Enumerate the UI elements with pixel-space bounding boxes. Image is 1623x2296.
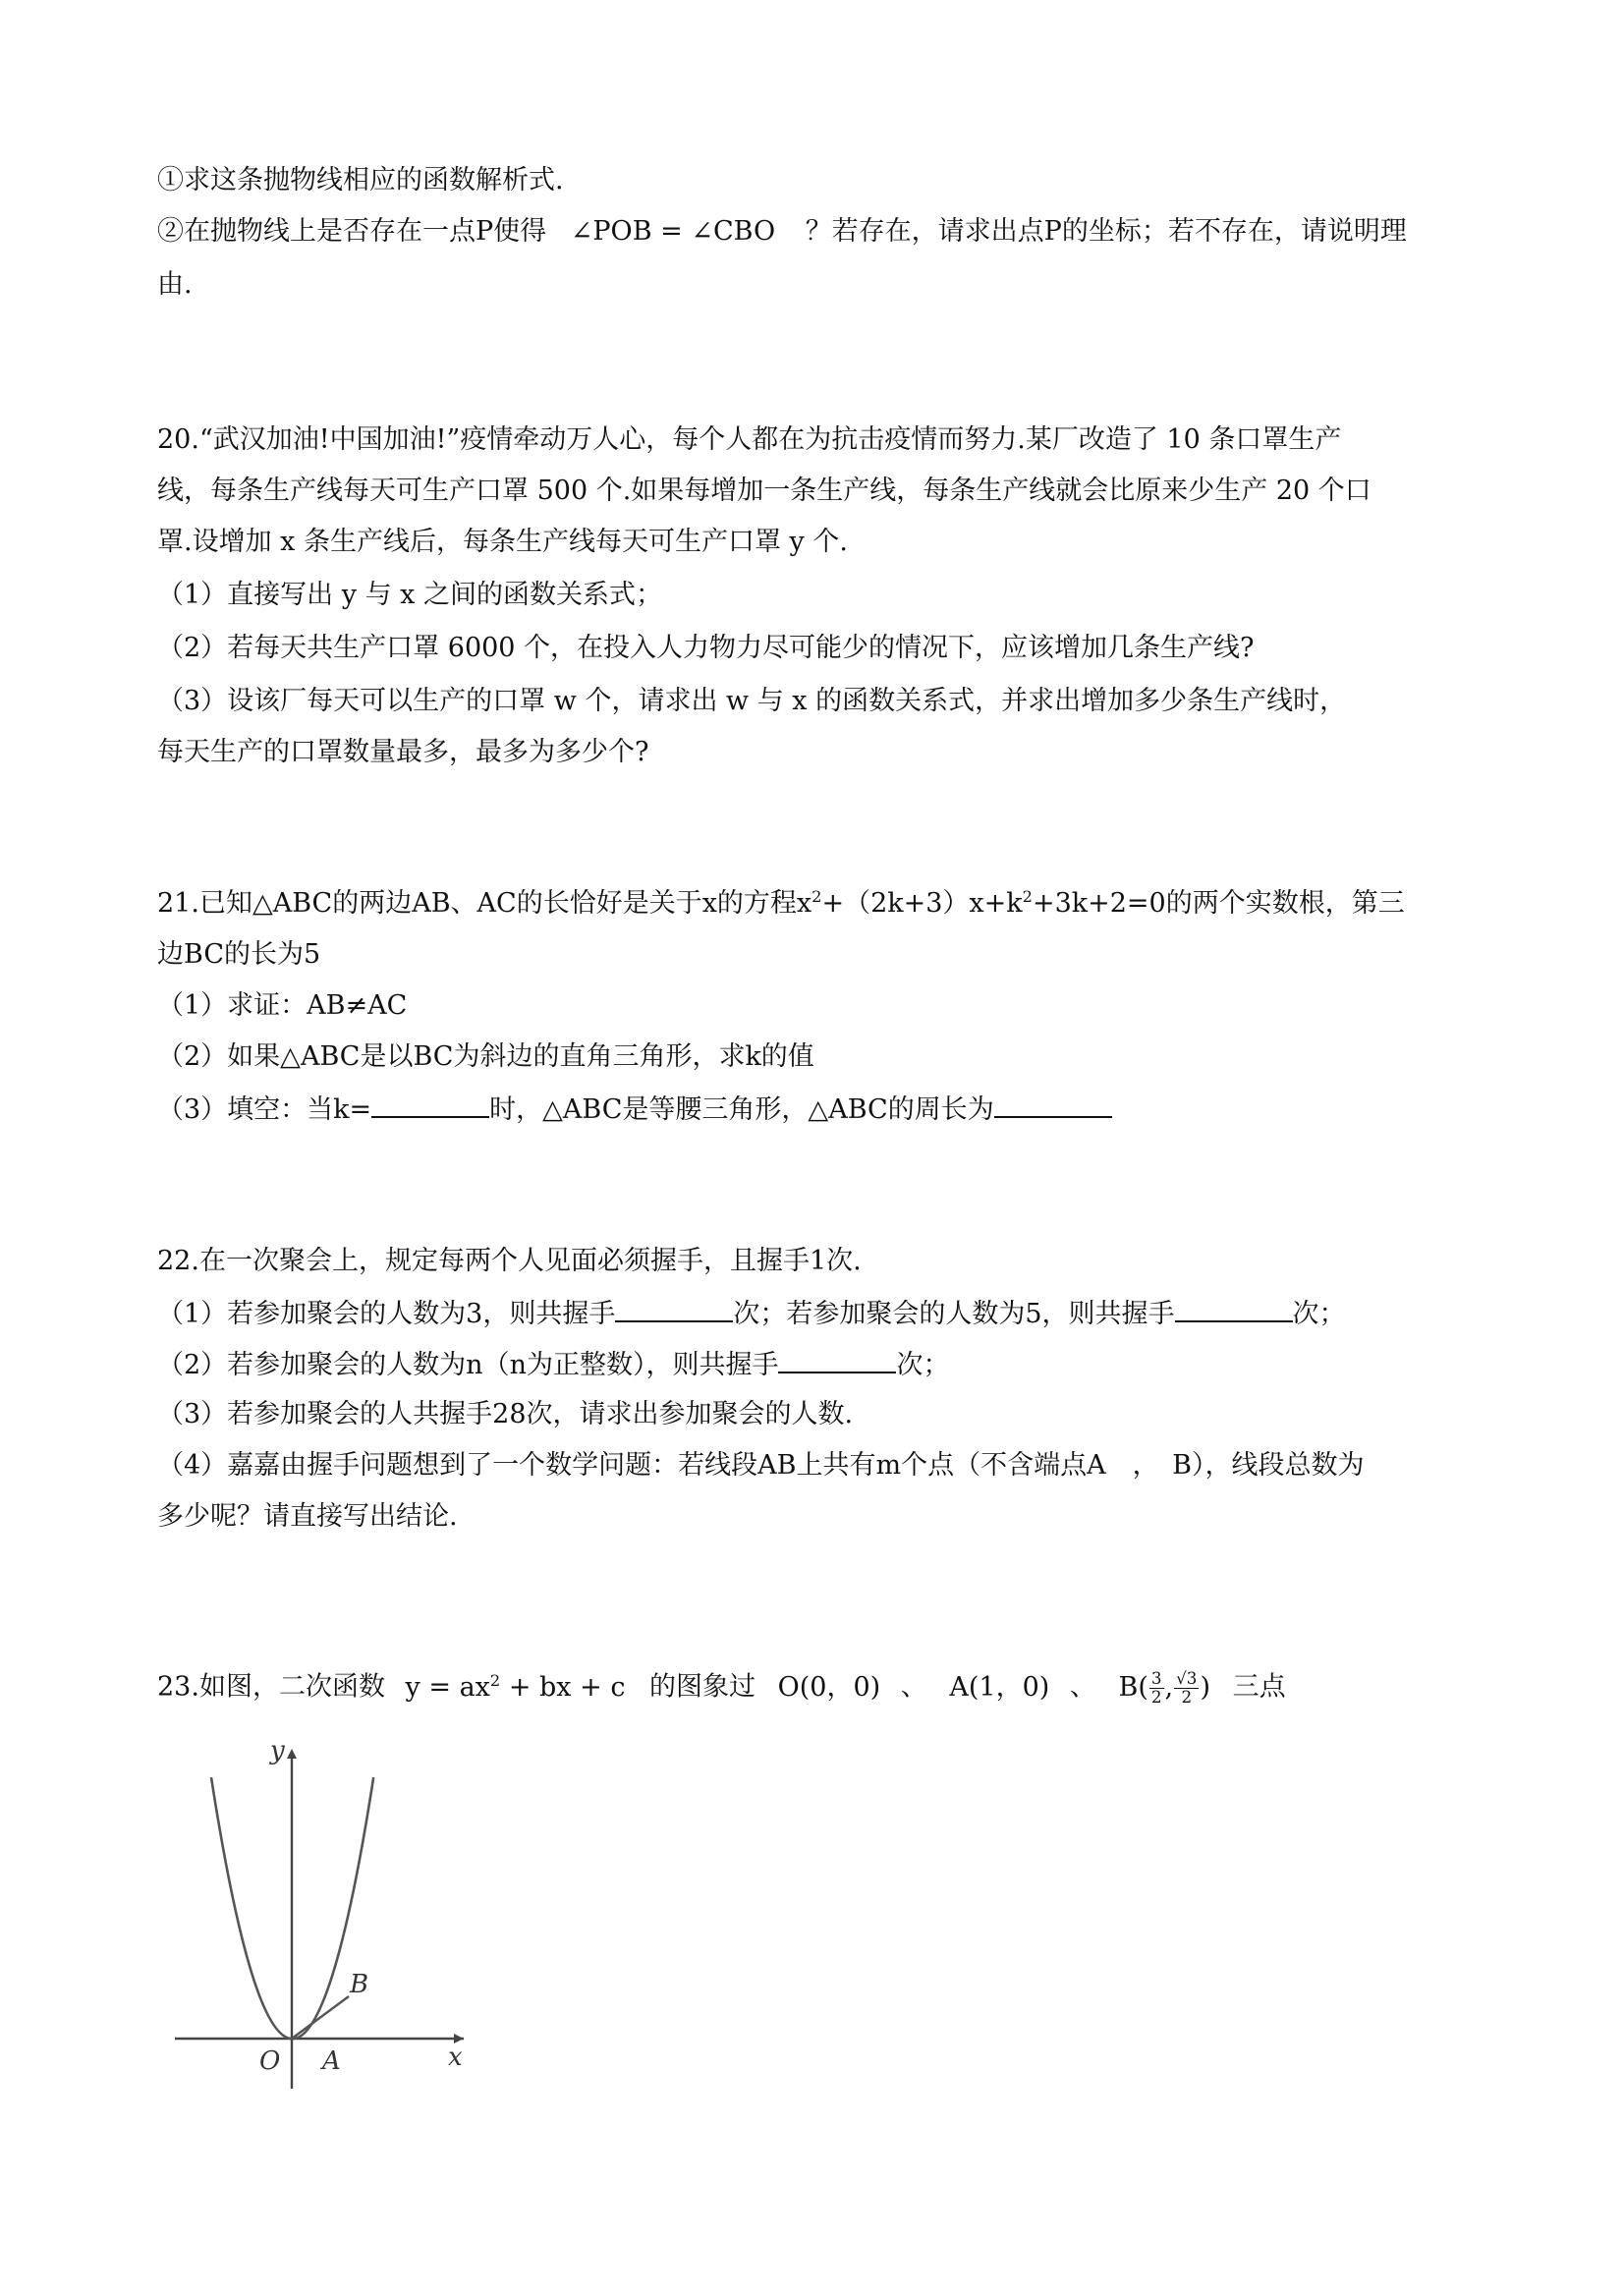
answer-blank[interactable] (994, 1092, 1112, 1118)
fraction-root3-halves (1174, 1670, 1199, 1706)
q23-line1 (157, 1670, 1286, 1706)
q23-text-c: 三点 (1232, 1671, 1286, 1703)
label-o: O (259, 2046, 281, 2076)
q21-sub3 (157, 1092, 1112, 1126)
q19-part2-cont: 由. (157, 269, 193, 300)
fraction-denominator: 2 (1150, 1686, 1162, 1707)
q20-sub2: （2）若每天共生产口罩 6000 个，在投入人力物力尽可能少的情况下，应该增加几条生产线? (157, 633, 1255, 663)
q23-sep1: 、 (900, 1671, 927, 1703)
segment-ob (292, 1996, 349, 2039)
y-axis-arrow-icon (287, 1749, 297, 1759)
q21-line1 (157, 888, 1405, 920)
q22-sub4-line1: （4）嘉嘉由握手问题想到了一个数学问题：若线段AB上共有m个点（不含端点A ， B），线段总数为 (157, 1450, 1365, 1481)
answer-blank[interactable] (371, 1092, 489, 1118)
q21-line1-c: +3k+2=0的两个实数根，第三 (1032, 888, 1405, 919)
q23-point-a: A(1，0) (949, 1671, 1050, 1703)
q22-sub2-b: 次； (896, 1350, 950, 1380)
q22-sub1-a: （1）若参加聚会的人数为3，则共握手 (157, 1299, 616, 1329)
q22-sub4-line2: 多少呢？请直接写出结论. (157, 1501, 458, 1532)
q23-point-o: O(0，0) (777, 1671, 881, 1703)
q23-text-b: 的图象过 (649, 1671, 756, 1703)
q19-part2-after: ？若存在，请求出点P的坐标；若不存在，请说明理 (805, 216, 1407, 247)
fraction-numerator: √3 (1176, 1668, 1198, 1688)
label-y: y (270, 1736, 285, 1765)
answer-blank[interactable] (778, 1348, 896, 1373)
fraction-denominator: 2 (1181, 1686, 1193, 1707)
q20-line2: 线，每条生产线每天可生产口罩 500 个.如果每增加一条生产线，每条生产线就会比原来少生产 20 个口 (157, 476, 1371, 506)
q21-line1-b: +（2k+3）x+k (821, 888, 1023, 919)
q19-part2 (157, 216, 1407, 248)
q19-part2-math: ∠POB = ∠CBO (570, 216, 776, 247)
q23-point-b (1118, 1668, 1210, 1707)
label-a: A (322, 2046, 341, 2076)
answer-blank[interactable] (1175, 1297, 1293, 1322)
q21-sub2: （2）如果△ABC是以BC为斜边的直角三角形，求k的值 (157, 1041, 814, 1072)
q20-sub1: （1）直接写出 y 与 x 之间的函数关系式； (157, 580, 662, 610)
q20-sub3-line1: （3）设该厂每天可以生产的口罩 w 个，请求出 w 与 x 的函数关系式，并求出增加多少条生产线时， (157, 686, 1347, 716)
q23-point-b-post: ) (1200, 1671, 1210, 1703)
q21-sup-2: 2 (1022, 887, 1033, 906)
q20-line3: 罩.设增加 x 条生产线后，每条生产线每天可生产口罩 y 个. (157, 527, 848, 557)
q21-sub3-a: （3）填空：当k= (157, 1094, 372, 1125)
label-b: B (350, 1970, 369, 1999)
q22-sub1-c: 次； (1292, 1299, 1346, 1329)
q20-sub3-line2: 每天生产的口罩数量最多，最多为多少个? (157, 737, 649, 767)
q21-sub1: （1）求证：AB≠AC (157, 990, 408, 1021)
q23-text-a: 23.如图，二次函数 (157, 1671, 385, 1703)
fraction-numerator: 3 (1150, 1668, 1162, 1688)
answer-blank[interactable] (615, 1297, 733, 1322)
q22-sub1 (157, 1297, 1346, 1330)
q23-point-b-pre: B( (1118, 1671, 1148, 1703)
q23-formula-a: y = ax (405, 1671, 490, 1703)
q23-formula (406, 1672, 626, 1703)
label-x: x (448, 2043, 463, 2072)
q19-part1: ①求这条抛物线相应的函数解析式. (157, 165, 564, 196)
q21-sup-1: 2 (812, 887, 822, 906)
parabola-figure (157, 1729, 481, 2112)
q23-formula-b: + bx + c (500, 1671, 626, 1703)
q22-sub3: （3）若参加聚会的人共握手28次，请求出参加聚会的人数. (157, 1399, 854, 1429)
q22-sub2 (157, 1348, 949, 1381)
q22-sub1-b: 次；若参加聚会的人数为5，则共握手 (733, 1299, 1175, 1329)
q23-comma: , (1164, 1671, 1174, 1703)
fraction-three-halves (1149, 1670, 1164, 1706)
q19-part2-before: ②在抛物线上是否存在一点P使得 (157, 216, 547, 247)
q21-line2: 边BC的长为5 (157, 939, 321, 970)
q21-sub3-b: 时，△ABC是等腰三角形，△ABC的周长为 (489, 1094, 994, 1125)
q21-line1-a: 21.已知△ABC的两边AB、AC的长恰好是关于x的方程x (157, 888, 812, 919)
q22-sub2-a: （2）若参加聚会的人数为n（n为正整数），则共握手 (157, 1350, 779, 1380)
q23-sep2: 、 (1069, 1671, 1096, 1703)
q20-line1: 20.“武汉加油!中国加油!”疫情牵动万人心，每个人都在为抗击疫情而努力.某厂改造了 10 条口罩生产 (157, 424, 1342, 455)
q23-formula-sup: 2 (489, 1670, 501, 1690)
q22-line1: 22.在一次聚会上，规定每两个人见面必须握手，且握手1次. (157, 1246, 862, 1276)
